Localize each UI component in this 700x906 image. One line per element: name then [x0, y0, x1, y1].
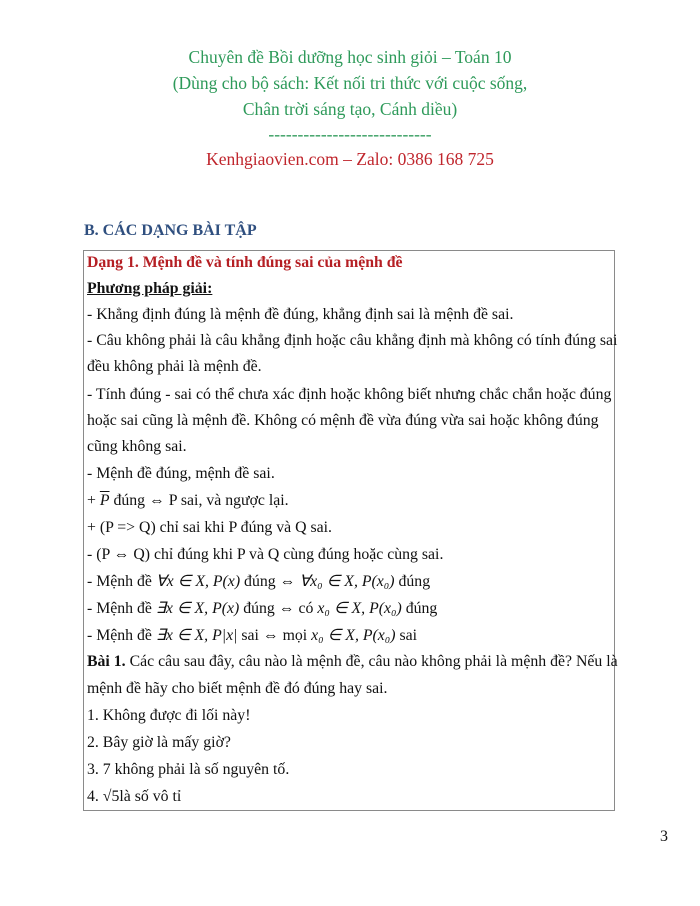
- method-line: - Câu không phải là câu khẳng định hoặc câu khẳng định mà không có tính đúng sai: [87, 332, 618, 349]
- method-line: - Tính đúng - sai có thể chưa xác định hoặc không biết nhưng chắc chắn hoặc đúng: [87, 386, 612, 403]
- math-expression: ∃x ∈ X, P|x|: [155, 627, 238, 644]
- quantifier-rule: [87, 599, 437, 619]
- page-number: 3: [660, 828, 668, 845]
- exercise-item: 4. √5là số vô tỉ: [87, 788, 182, 805]
- method-line: đều không phải là mệnh đề.: [87, 358, 262, 375]
- equivalence-rule: - (P ⇔ Q) chỉ đúng khi P và Q cùng đúng hoặc cùng sai.: [87, 546, 444, 563]
- exercise-prompt: [87, 652, 618, 672]
- quantifier-rule: [87, 626, 417, 646]
- negation-rule: [87, 491, 289, 511]
- math-expression: x₀ ∈ X, P(x₀): [317, 600, 402, 617]
- rule-text: đúng: [401, 600, 438, 617]
- rule-prefix: - Mệnh đề: [87, 627, 156, 644]
- rule-text: đúng ⇔ P sai, và ngược lại.: [109, 492, 289, 509]
- exercise-item: 3. 7 không phải là số nguyên tố.: [87, 761, 290, 778]
- method-line: - Mệnh đề đúng, mệnh đề sai.: [87, 465, 275, 482]
- dang-title: Dạng 1. Mệnh đề và tính đúng sai của mệnh đề: [87, 254, 403, 271]
- math-expression: ∀x ∈ X, P(x): [155, 573, 241, 590]
- implication-rule: + (P => Q) chỉ sai khi P đúng và Q sai.: [87, 519, 332, 536]
- exercise-item: 2. Bây giờ là mấy giờ?: [87, 734, 231, 751]
- method-label: Phương pháp giải:: [87, 280, 213, 297]
- math-expression: ∀x₀ ∈ X, P(x₀): [299, 573, 395, 590]
- rule-text: đúng ⇔: [240, 573, 300, 590]
- exercise-prompt-cont: mệnh đề hãy cho biết mệnh đề đó đúng hay sai.: [87, 680, 388, 697]
- doc-title-line3: Chân trời sáng tạo, Cánh diều): [242, 99, 458, 119]
- rule-text: sai: [395, 627, 418, 644]
- rule-text: đúng ⇔ có: [239, 600, 318, 617]
- exercise-item: 1. Không được đi lối này!: [87, 707, 251, 724]
- exercise-text: Các câu sau đây, câu nào là mệnh đề, câu nào không phải là mệnh đề? Nếu là: [125, 653, 618, 670]
- math-expression: ∃x ∈ X, P(x): [155, 600, 240, 617]
- method-line: hoặc sai cũng là mệnh đề. Không có mệnh đề vừa đúng vừa sai hoặc không đúng: [87, 412, 599, 429]
- quantifier-rule: [87, 572, 430, 592]
- rule-prefix: - Mệnh đề: [87, 573, 156, 590]
- method-line: - Khẳng định đúng là mệnh đề đúng, khẳng định sai là mệnh đề sai.: [87, 306, 514, 323]
- math-expression: x₀ ∈ X, P(x₀): [311, 627, 396, 644]
- negation-symbol: $\overline{P}$: [99, 492, 110, 509]
- doc-title-line2: (Dùng cho bộ sách: Kết nối tri thức với cuộc sống,: [172, 73, 528, 93]
- section-title: B. CÁC DẠNG BÀI TẬP: [84, 222, 257, 239]
- rule-text: sai ⇔ mọi: [237, 627, 312, 644]
- exercise-label: Bài 1.: [87, 653, 126, 670]
- rule-prefix: +: [87, 492, 100, 509]
- contact-line: Kenhgiaovien.com – Zalo: 0386 168 725: [206, 149, 494, 169]
- rule-text: đúng: [394, 573, 431, 590]
- doc-title-line1: Chuyên đề Bồi dưỡng học sinh giỏi – Toán 10: [188, 47, 512, 67]
- rule-prefix: - Mệnh đề: [87, 600, 156, 617]
- header-divider: ----------------------------: [268, 124, 432, 144]
- method-line: cũng không sai.: [87, 438, 187, 455]
